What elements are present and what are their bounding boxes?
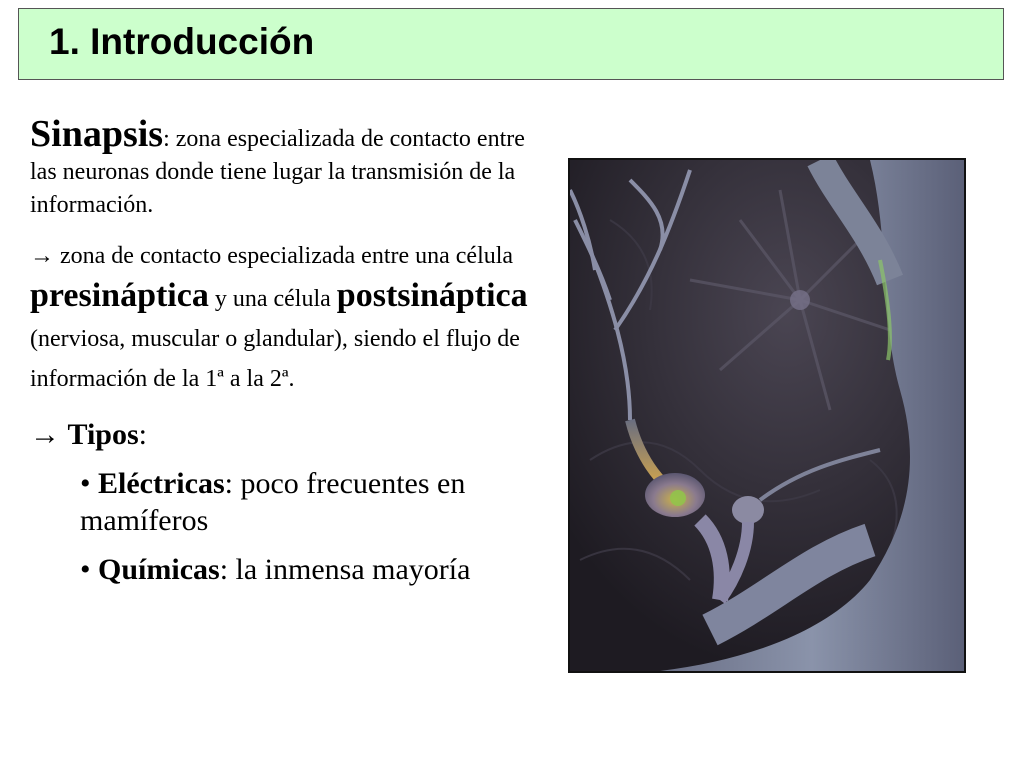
- definition-paragraph: [30, 113, 550, 222]
- bullet-text: : la inmensa mayoría: [219, 553, 471, 586]
- bullet-electricas: [80, 465, 550, 539]
- contact-text-3: (nerviosa, muscular o glandular), siendo el flujo de información de la 1ª a la 2ª.: [30, 326, 520, 392]
- slide-title: 1. Introducción: [49, 21, 315, 62]
- tipos-heading: [30, 417, 550, 453]
- title-banner: [18, 8, 1004, 80]
- text-column: [30, 113, 550, 588]
- bullet-text: : poco frecuentes en mamíferos: [80, 467, 466, 537]
- contact-paragraph: [30, 236, 550, 399]
- bullet-term: Eléctricas: [98, 467, 225, 500]
- contact-text-2: y una célula: [208, 286, 337, 312]
- bullet-marker: •: [80, 553, 99, 586]
- tipos-label: Tipos: [67, 418, 139, 451]
- contact-text-1: → zona de contacto especializada entre una célula: [30, 243, 514, 269]
- tipos-colon: :: [138, 418, 148, 451]
- definition-text: : zona especializada de contacto entre las neuronas donde tiene lugar la transmisión de la información.: [30, 126, 525, 218]
- term-postsinaptica: postsináptica: [336, 277, 528, 314]
- synapse-illustration: [568, 158, 966, 673]
- bullet-quimicas: [80, 551, 550, 588]
- term-presinaptica: presináptica: [30, 277, 209, 314]
- bullet-term: Químicas: [98, 553, 220, 586]
- term-sinapsis: Sinapsis: [30, 113, 164, 155]
- tipos-arrow: →: [30, 418, 68, 451]
- bullet-marker: •: [80, 467, 99, 500]
